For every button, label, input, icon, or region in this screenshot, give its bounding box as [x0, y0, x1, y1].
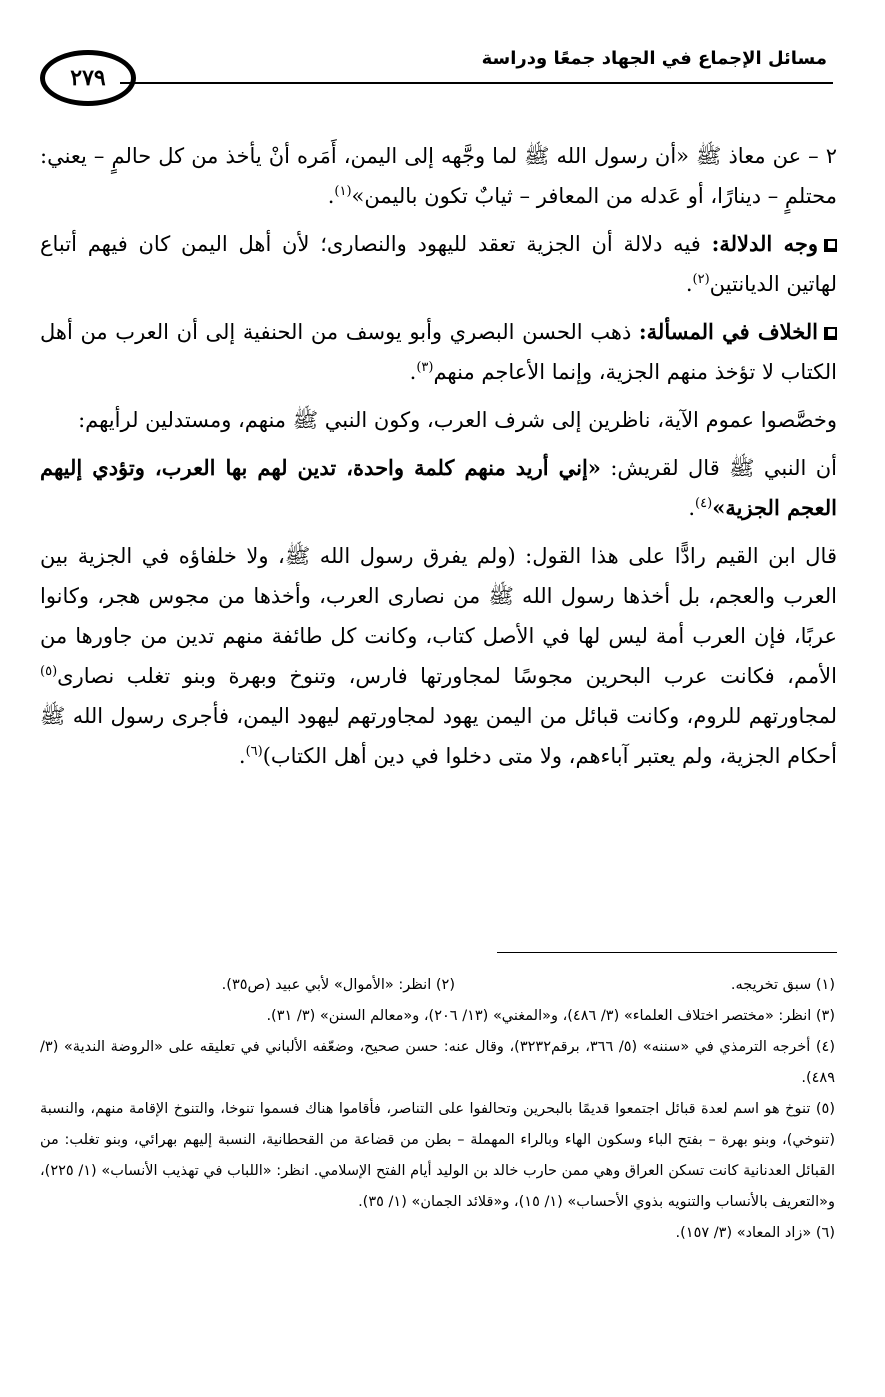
footnote-row-1-2: [40, 970, 835, 1001]
disagreement-label: الخلاف في المسألة:: [638, 319, 818, 344]
footnote-5: (٥) تنوخ هو اسم لعدة قبائل اجتمعوا قديمًا بالبحرين وتحالفوا على التناصر، فأقاموا هناك فسموا تنوخا، والتنوخ الإقامة منهم، والنسبة (تنوخي)، وبنو بهرة – بفتح الباء وسكون الهاء وبالراء المهملة – بطن من قضاعة من القحطانية، النسبة إليهم بهرائي، وبنو تغلب: من القبائل العدنانية كانت تسكن العراق وهي ممن حارب خالد بن الوليد أيام الفتح الإسلامي. انظر: «اللباب في تهذيب الأنساب» (١/ ٢٢٥)، و«التعريف بالأنساب والتنويه بذوي الأحساب» (١/ ١٥)، و«قلائد الجمان» (١/ ٣٥).: [40, 1101, 835, 1210]
evidence-label: وجه الدلالة:: [711, 231, 818, 256]
footnote-ref-1: (١): [334, 184, 352, 199]
page-number: ٢٧٩: [70, 65, 106, 91]
page-number-badge: [40, 50, 136, 106]
footnote-ref-3: (٣): [416, 360, 434, 375]
period: .: [238, 744, 246, 768]
footnotes: [40, 970, 835, 1249]
footnote-2: (٢) انظر: «الأموال» لأبي عبيد (ص٣٥).: [221, 977, 455, 993]
footnote-ref-2: (٢): [692, 272, 710, 287]
paragraph-disagreement: [40, 312, 837, 392]
header-rule: [120, 82, 833, 84]
hadith-text: ٢ – عن معاذ ﷺ «أن رسول الله ﷺ لما وجَّهه إلى اليمن، أَمَره أنْ يأخذ من كل حالمٍ – يعني: محتلمٍ – دينارًا، أو عَدله من المعافر – ثيابٌ تكون باليمن»: [40, 144, 837, 208]
running-header-title: مسائل الإجماع في الجهاد جمعًا ودراسة: [481, 48, 827, 69]
paragraph-ibn-qayyim: [40, 536, 837, 776]
quraysh-intro: أن النبي ﷺ قال لقريش:: [600, 456, 837, 480]
footnote-ref-5: (٥): [40, 664, 58, 679]
paragraph-hadith-muadh: [40, 136, 837, 216]
footnote-3: (٣) انظر: «مختصر اختلاف العلماء» (٣/ ٤٨٦)، و«المغني» (١٣/ ٢٠٦)، و«معالم السنن» (٣/ ٣١).: [266, 1008, 835, 1024]
period: .: [685, 272, 693, 296]
period: .: [688, 496, 696, 520]
footnote-6: (٦) «زاد المعاد» (٣/ ١٥٧).: [675, 1225, 835, 1241]
footnote-ref-4: (٤): [695, 496, 713, 511]
paragraph-quraysh-hadith: [40, 448, 837, 528]
ibn-qayyim-text-2: لمجاورتهم للروم، وكانت قبائل من اليمن يهود لمجاورتهم ليهود اليمن، فأجرى رسول الله ﷺ أحكام الجزية، ولم يعتبر آباءهم، ولا متى دخلوا في دين أهل الكتاب): [40, 704, 837, 768]
period: .: [409, 360, 417, 384]
quraysh-quote: «إني أريد منهم كلمة واحدة، تدين لهم بها العرب، وتؤدي إليهم العجم الجزية»: [40, 455, 837, 520]
square-bullet-icon: [824, 239, 837, 252]
square-bullet-icon: [824, 327, 837, 340]
ibn-qayyim-text-1: قال ابن القيم رادًّا على هذا القول: (ولم يفرق رسول الله ﷺ، ولا خلفاؤه في الجزية بين العرب والعجم، بل أخذها رسول الله ﷺ من نصارى العرب، وأخذها من مجوس هجر، وكانوا عربًا، فإن العرب أمة ليس لها في الأصل كتاب، وكانت كل طائفة منهم تدين من جاورها من الأمم، فكانت عرب البحرين مجوسًا لمجاورتها فارس، وتنوخ وبهرة وبنو تغلب نصارى: [40, 544, 837, 688]
paragraph-evidence: [40, 224, 837, 304]
footnote-1: (١) سبق تخريجه.: [730, 977, 835, 993]
period: .: [327, 184, 335, 208]
footnote-separator: [497, 952, 837, 953]
specification-text: وخصَّصوا عموم الآية، ناظرين إلى شرف العرب، وكون النبي ﷺ منهم، ومستدلين لرأيهم:: [78, 408, 837, 432]
paragraph-specification: [40, 400, 837, 440]
disagreement-text: ذهب الحسن البصري وأبو يوسف من الحنفية إلى أن العرب من أهل الكتاب لا تؤخذ منهم الجزية، وإنما الأعاجم منهم: [40, 320, 837, 384]
footnote-4: (٤) أخرجه الترمذي في «سننه» (٥/ ٣٦٦، برقم٣٢٣٢)، وقال عنه: حسن صحيح، وضعّفه الألباني في تعليقه على «الروضة الندية» (٣/ ٤٨٩).: [40, 1039, 835, 1086]
main-text: [40, 136, 837, 784]
footnote-ref-6: (٦): [245, 744, 263, 759]
evidence-text: فيه دلالة أن الجزية تعقد لليهود والنصارى؛ لأن أهل اليمن كان فيهم أتباع لهاتين الديانتين: [40, 232, 837, 296]
